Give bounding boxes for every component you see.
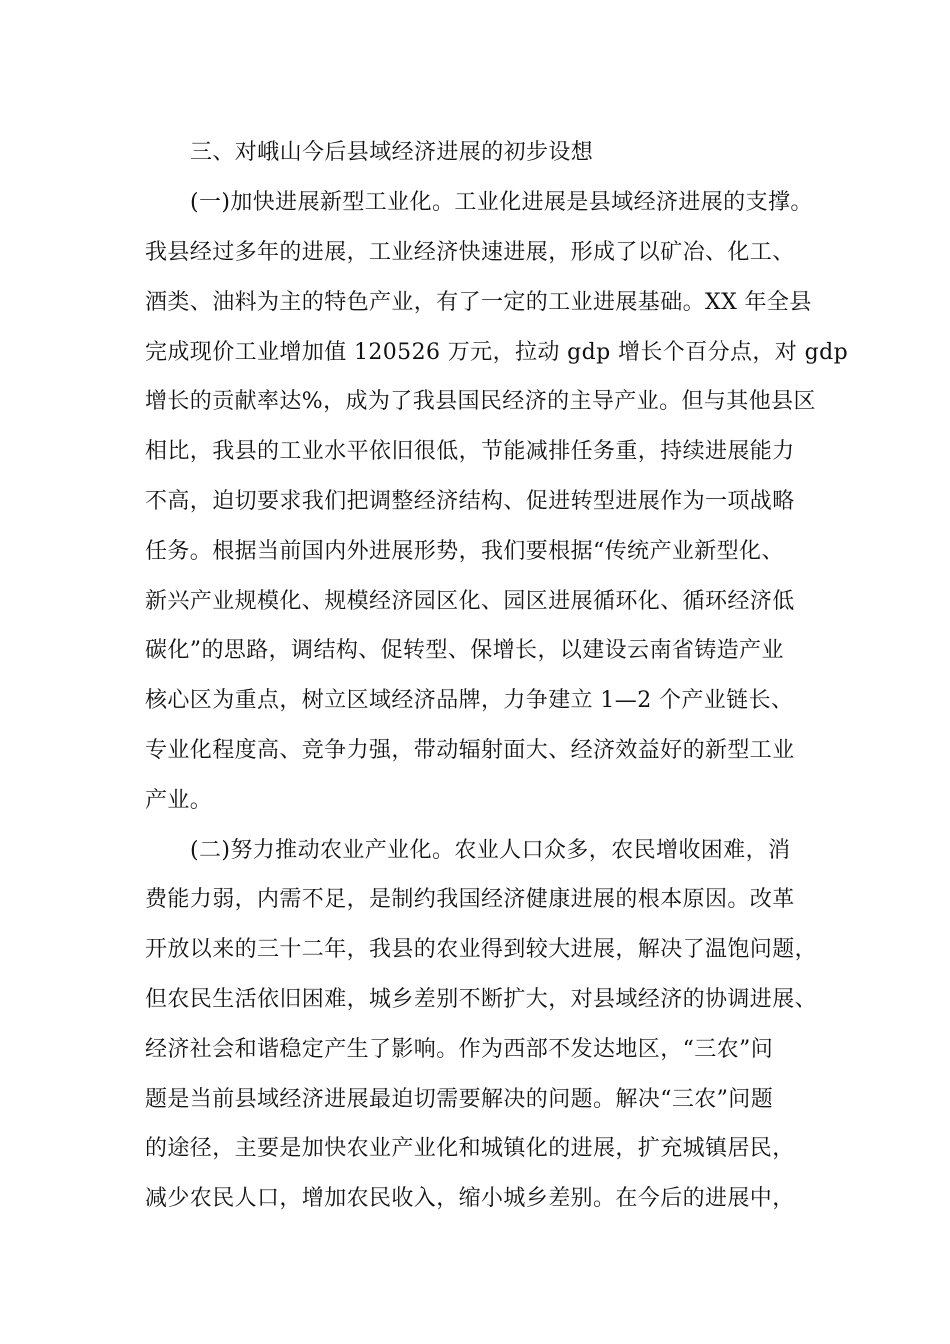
paragraph-line: (二)努力推动农业产业化。农业人口众多，农民增收困难，消: [190, 838, 791, 863]
paragraph-line: (一)加快进展新型工业化。工业化进展是县域经济进展的支撑。: [190, 190, 813, 215]
paragraph-line: 我县经过多年的进展，工业经济快速进展，形成了以矿冶、化工、: [145, 240, 795, 265]
paragraph-line: 碳化”的思路，调结构、促转型、保增长，以建设云南省铸造产业: [145, 638, 784, 663]
paragraph-line: 经济社会和谐稳定产生了影响。作为西部不发达地区，“三农”问: [145, 1037, 774, 1062]
paragraph-line: 不高，迫切要求我们把调整经济结构、促进转型进展作为一项战略: [145, 489, 795, 514]
paragraph-line: 酒类、油料为主的特色产业，有了一定的工业进展基础。XX 年全县: [145, 290, 812, 315]
paragraph-line: 增长的贡献率达%，成为了我县国民经济的主导产业。但与其他县区: [145, 389, 816, 414]
paragraph-line: 核心区为重点，树立区域经济品牌，力争建立 1—2 个产业链长、: [145, 688, 794, 713]
paragraph-line: 专业化程度高、竞争力强，带动辐射面大、经济效益好的新型工业: [145, 738, 795, 763]
paragraph-line: 任务。根据当前国内外进展形势，我们要根据“传统产业新型化、: [145, 539, 784, 564]
paragraph-line: 的途径，主要是加快农业产业化和城镇化的进展，扩充城镇居民，: [145, 1136, 795, 1161]
paragraph-line: 减少农民人口，增加农民收入，缩小城乡差别。在今后的进展中，: [145, 1186, 795, 1211]
paragraph-line: 新兴产业规模化、规模经济园区化、园区进展循环化、循环经济低: [145, 589, 795, 614]
paragraph-line: 完成现价工业增加值 120526 万元，拉动 gdp 增长个百分点，对 gdp: [145, 340, 849, 365]
paragraph-line: 相比，我县的工业水平依旧很低，节能减排任务重，持续进展能力: [145, 439, 795, 464]
section-heading: 三、对峨山今后县域经济进展的初步设想: [190, 140, 594, 165]
paragraph-line: 开放以来的三十二年，我县的农业得到较大进展，解决了温饱问题，: [145, 937, 818, 962]
paragraph-line: 但农民生活依旧困难，城乡差别不断扩大，对县域经济的协调进展、: [145, 987, 818, 1012]
paragraph-line: 产业。: [145, 788, 213, 813]
paragraph-line: 费能力弱，内需不足，是制约我国经济健康进展的根本原因。改革: [145, 887, 795, 912]
paragraph-line: 题是当前县域经济进展最迫切需要解决的问题。解决“三农”问题: [145, 1087, 774, 1112]
